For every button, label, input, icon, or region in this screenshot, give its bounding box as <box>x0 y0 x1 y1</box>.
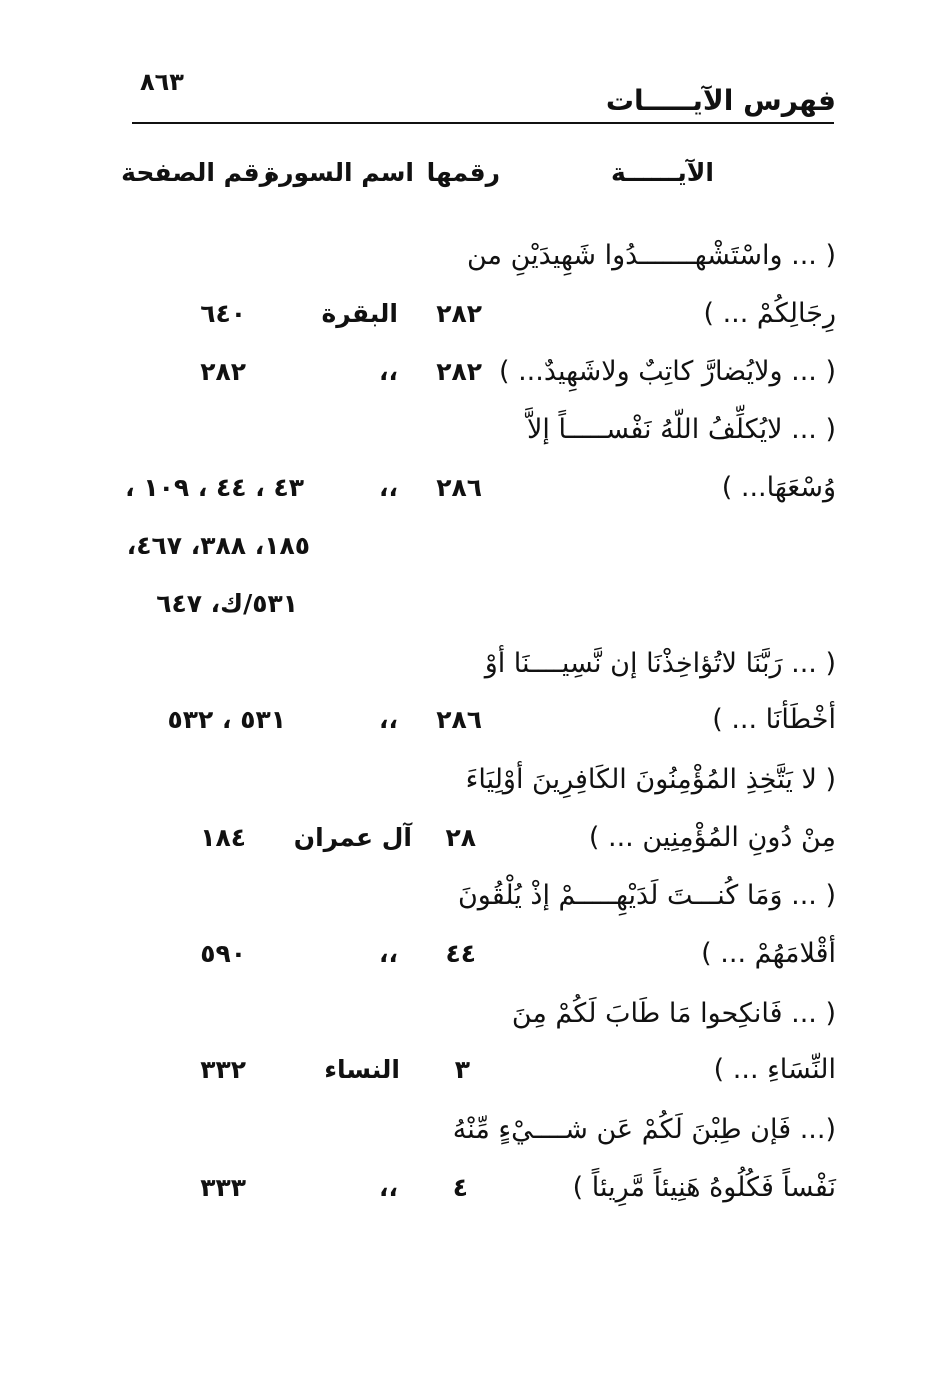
page-reference: ٦٤٠ <box>200 299 246 328</box>
verse-line: ( لا يَتَّخِذِ المُؤْمِنُونَ الكَافِرِينَ أوْلِيَاءَ <box>465 764 836 795</box>
verse-line: وُسْعَهَا... ) <box>721 472 836 503</box>
verse-number: ٢٨٦ <box>436 473 482 502</box>
page-reference: ٣٣٣ <box>200 1173 246 1202</box>
page-reference: ٥٣١/ك، ٦٤٧ <box>156 589 298 618</box>
page-reference: ١٨٤ <box>200 823 246 852</box>
verse-line: نَفْساً فَكُلُوهُ هَنِيئاً مَّرِيئاً ) <box>572 1172 836 1203</box>
sura-ditto-mark: ،، <box>379 705 398 734</box>
verse-line: أقْلامَهُمْ ... ) <box>701 938 836 969</box>
verse-number: ٢٨٦ <box>436 705 482 734</box>
verse-line: ( ... لايُكلِّفُ اللّهُ نَفْســـــاً إلاَّ <box>527 414 836 445</box>
verse-line: مِنْ دُونِ المُؤْمِنِين ... ) <box>588 822 836 853</box>
column-header-number: رقمها <box>426 158 500 187</box>
sura-name: النساء <box>324 1055 400 1084</box>
verse-line: ( ... فَانكِحوا مَا طَابَ لَكُمْ مِنَ <box>511 998 836 1029</box>
sura-ditto-mark: ،، <box>379 357 398 386</box>
page-number: ٨٦٣ <box>140 68 184 96</box>
sura-ditto-mark: ،، <box>379 473 398 502</box>
verse-line: أخْطَأنَا ... ) <box>712 704 836 735</box>
verse-line: ( ... رَبَّنَا لاتُؤاخِذْنَا إن نَّسِيــــنَا أوْ <box>484 648 836 679</box>
verse-number: ٢٨ <box>445 823 476 852</box>
sura-name: آل عمران <box>293 823 412 852</box>
verse-line: النِّسَاءِ ... ) <box>713 1054 836 1085</box>
page-reference: ٢٨٢ <box>200 357 246 386</box>
page-reference: ٣٣٢ <box>200 1055 246 1084</box>
verse-number: ٣ <box>454 1055 470 1084</box>
page-reference: ٤٣ ، ٤٤ ، ١٠٩ ، <box>125 473 304 502</box>
column-header-verse: الآيــــــة <box>610 158 714 187</box>
sura-name: البقرة <box>321 299 398 328</box>
running-title: فهرس الآيـــــات <box>605 84 836 117</box>
header-rule <box>132 122 834 124</box>
verse-number: ٤٤ <box>445 939 476 968</box>
verse-number: ٤ <box>452 1173 468 1202</box>
page-reference: ٥٣١ ، ٥٣٢ <box>167 705 286 734</box>
verse-number: ٢٨٢ <box>436 299 482 328</box>
verse-line: ( ... واسْتَشْهـــــــدُوا شَهِيدَيْنِ من <box>466 240 836 271</box>
sura-ditto-mark: ،، <box>379 939 398 968</box>
verse-line: ( ... وَمَا كُنـــتَ لَدَيْهِـــــمْ إذْ يُلْقُونَ <box>457 880 836 911</box>
verse-number: ٢٨٢ <box>436 357 482 386</box>
page-reference: ١٨٥، ٣٨٨، ٤٦٧، <box>126 531 310 560</box>
page-reference: ٥٩٠ <box>200 939 246 968</box>
column-header-sura: اسم السورة <box>264 158 414 187</box>
sura-ditto-mark: ،، <box>379 1173 398 1202</box>
verse-line: (... فَإن طِبْنَ لَكُمْ عَن شــــيْءٍ مِّنْهُ <box>452 1114 836 1145</box>
verse-line: رِجَالِكُمْ ... ) <box>703 298 836 329</box>
column-header-page: رقم الصفحة <box>121 158 274 187</box>
verse-line: ( ... ولايُضارَّ كاتِبٌ ولاشَهِيدٌ... ) <box>498 356 836 387</box>
